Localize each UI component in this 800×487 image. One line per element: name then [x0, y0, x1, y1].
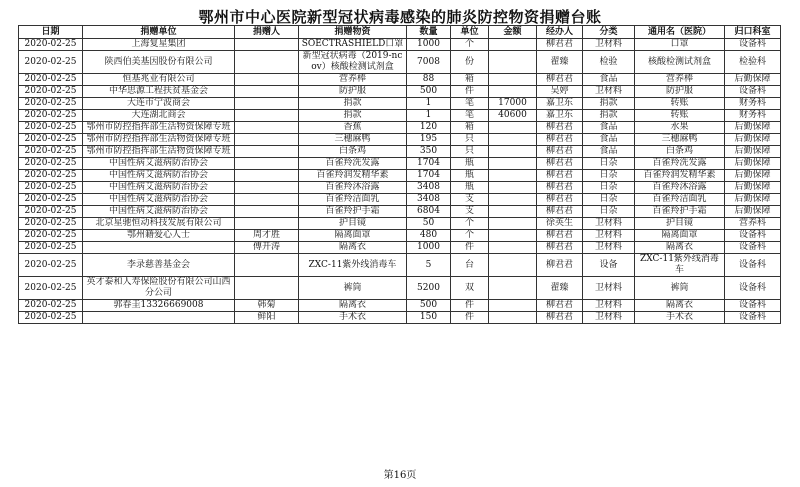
cell-unit: 台	[451, 254, 489, 277]
cell-dept: 设备科	[725, 254, 781, 277]
cell-qty: 1	[407, 98, 451, 110]
cell-amount	[489, 182, 537, 194]
cell-donor-org: 大连市宁波商会	[83, 98, 235, 110]
cell-qty: 50	[407, 218, 451, 230]
header-donor-org: 捐赠单位	[83, 26, 235, 39]
cell-handler: 柳君君	[537, 312, 583, 324]
cell-common-name: 转账	[635, 110, 725, 122]
header-item: 捐赠物资	[299, 26, 407, 39]
cell-common-name: ZXC-11紫外线消毒车	[635, 254, 725, 277]
cell-amount	[489, 206, 537, 218]
cell-item: 新型冠状病毒（2019-ncov）核酸检测试剂盒	[299, 51, 407, 74]
cell-unit: 件	[451, 300, 489, 312]
cell-amount	[489, 51, 537, 74]
cell-handler: 柳君君	[537, 230, 583, 242]
cell-donor-org	[83, 312, 235, 324]
cell-amount: 17000	[489, 98, 537, 110]
cell-unit: 双	[451, 277, 489, 300]
header-category: 分类	[583, 26, 635, 39]
cell-donor	[235, 194, 299, 206]
cell-category: 卫材料	[583, 312, 635, 324]
header-amount: 金额	[489, 26, 537, 39]
cell-item: SOECTRASHIELD口罩	[299, 39, 407, 51]
cell-category: 卫材料	[583, 86, 635, 98]
cell-amount	[489, 39, 537, 51]
header-handler: 经办人	[537, 26, 583, 39]
table-row	[19, 122, 781, 134]
cell-donor-org: 中华思源工程扶贫基金会	[83, 86, 235, 98]
table-row	[19, 206, 781, 218]
cell-dept: 营养科	[725, 218, 781, 230]
cell-donor-org: 鄂州市防控指挥部生活物资保障专班	[83, 122, 235, 134]
table-row	[19, 312, 781, 324]
cell-handler: 柳君君	[537, 134, 583, 146]
cell-item: 护目镜	[299, 218, 407, 230]
cell-handler: 柳君君	[537, 122, 583, 134]
cell-common-name: 手术衣	[635, 312, 725, 324]
cell-date: 2020-02-25	[19, 122, 83, 134]
cell-common-name: 百雀羚护手霜	[635, 206, 725, 218]
table-row	[19, 86, 781, 98]
cell-item: 百雀羚沐浴露	[299, 182, 407, 194]
cell-donor-org: 中国性病艾滋病防治协会	[83, 194, 235, 206]
cell-amount	[489, 146, 537, 158]
cell-dept: 后勤保障	[725, 74, 781, 86]
table-row	[19, 242, 781, 254]
cell-amount	[489, 300, 537, 312]
cell-donor	[235, 146, 299, 158]
cell-donor-org: 恒基兆业有限公司	[83, 74, 235, 86]
cell-date: 2020-02-25	[19, 158, 83, 170]
cell-item: 三穗麻鸭	[299, 134, 407, 146]
cell-qty: 88	[407, 74, 451, 86]
cell-date: 2020-02-25	[19, 312, 83, 324]
cell-date: 2020-02-25	[19, 98, 83, 110]
table-row	[19, 300, 781, 312]
cell-amount	[489, 254, 537, 277]
cell-donor-org: 郭春圭13326669008	[83, 300, 235, 312]
cell-amount	[489, 242, 537, 254]
cell-amount	[489, 194, 537, 206]
table-row	[19, 277, 781, 300]
cell-amount	[489, 170, 537, 182]
cell-dept: 后勤保障	[725, 146, 781, 158]
cell-qty: 1	[407, 110, 451, 122]
cell-date: 2020-02-25	[19, 242, 83, 254]
cell-common-name: 隔离衣	[635, 242, 725, 254]
cell-handler: 柳君君	[537, 182, 583, 194]
table-row	[19, 146, 781, 158]
cell-unit: 件	[451, 242, 489, 254]
donation-ledger-table	[18, 25, 781, 324]
cell-handler: 柳君君	[537, 39, 583, 51]
cell-common-name: 隔离面罩	[635, 230, 725, 242]
cell-amount	[489, 86, 537, 98]
cell-item: 裤筒	[299, 277, 407, 300]
cell-unit: 瓶	[451, 158, 489, 170]
cell-date: 2020-02-25	[19, 39, 83, 51]
cell-dept: 财务科	[725, 110, 781, 122]
table-header-row	[19, 26, 781, 39]
cell-item: 隔离衣	[299, 300, 407, 312]
cell-donor	[235, 86, 299, 98]
cell-amount	[489, 218, 537, 230]
cell-dept: 设备科	[725, 312, 781, 324]
cell-qty: 3408	[407, 182, 451, 194]
cell-common-name: 隔离衣	[635, 300, 725, 312]
cell-unit: 个	[451, 39, 489, 51]
cell-donor	[235, 51, 299, 74]
cell-unit: 只	[451, 146, 489, 158]
cell-donor	[235, 182, 299, 194]
cell-item: 手术衣	[299, 312, 407, 324]
cell-item: 捐款	[299, 98, 407, 110]
cell-unit: 件	[451, 312, 489, 324]
cell-date: 2020-02-25	[19, 86, 83, 98]
table-row	[19, 39, 781, 51]
cell-donor-org	[83, 242, 235, 254]
cell-date: 2020-02-25	[19, 206, 83, 218]
cell-dept: 后勤保障	[725, 182, 781, 194]
document-title: 鄂州市中心医院新型冠状病毒感染的肺炎防控物资捐赠台账	[198, 8, 602, 26]
cell-handler: 翟臻	[537, 51, 583, 74]
cell-handler: 柳君君	[537, 194, 583, 206]
cell-amount	[489, 277, 537, 300]
cell-unit: 笔	[451, 110, 489, 122]
cell-dept: 后勤保障	[725, 194, 781, 206]
table-row	[19, 74, 781, 86]
cell-unit: 瓶	[451, 182, 489, 194]
cell-category: 卫材料	[583, 277, 635, 300]
cell-date: 2020-02-25	[19, 194, 83, 206]
cell-item: 捐款	[299, 110, 407, 122]
cell-item: 百雀羚洁面乳	[299, 194, 407, 206]
cell-dept: 后勤保障	[725, 134, 781, 146]
cell-unit: 支	[451, 194, 489, 206]
cell-item: 营养棒	[299, 74, 407, 86]
cell-donor: 鲜阳	[235, 312, 299, 324]
cell-handler: 柳君君	[537, 242, 583, 254]
header-date: 日期	[19, 26, 83, 39]
cell-unit: 支	[451, 206, 489, 218]
cell-donor-org: 李录慈善基金会	[83, 254, 235, 277]
cell-item: ZXC-11紫外线消毒车	[299, 254, 407, 277]
cell-donor-org: 陕西伯美基因股份有限公司	[83, 51, 235, 74]
cell-donor-org: 中国性病艾滋病防治协会	[83, 158, 235, 170]
cell-handler: 柳君君	[537, 146, 583, 158]
table-body	[19, 39, 781, 324]
cell-unit: 件	[451, 86, 489, 98]
cell-amount	[489, 312, 537, 324]
cell-category: 日杂	[583, 206, 635, 218]
cell-dept: 后勤保障	[725, 170, 781, 182]
cell-date: 2020-02-25	[19, 218, 83, 230]
cell-common-name: 护目镜	[635, 218, 725, 230]
table-row	[19, 182, 781, 194]
cell-item: 防护服	[299, 86, 407, 98]
header-donor: 捐赠人	[235, 26, 299, 39]
cell-category: 卫材料	[583, 242, 635, 254]
cell-date: 2020-02-25	[19, 170, 83, 182]
cell-dept: 设备科	[725, 230, 781, 242]
cell-item: 百雀羚洗发露	[299, 158, 407, 170]
cell-common-name: 口罩	[635, 39, 725, 51]
cell-unit: 瓶	[451, 170, 489, 182]
cell-date: 2020-02-25	[19, 74, 83, 86]
cell-category: 食品	[583, 134, 635, 146]
cell-date: 2020-02-25	[19, 182, 83, 194]
cell-category: 食品	[583, 74, 635, 86]
cell-amount	[489, 122, 537, 134]
cell-date: 2020-02-25	[19, 230, 83, 242]
cell-qty: 1704	[407, 170, 451, 182]
cell-date: 2020-02-25	[19, 146, 83, 158]
cell-qty: 120	[407, 122, 451, 134]
cell-donor	[235, 254, 299, 277]
cell-unit: 份	[451, 51, 489, 74]
cell-dept: 财务科	[725, 98, 781, 110]
cell-common-name: 三穗麻鸭	[635, 134, 725, 146]
cell-category: 食品	[583, 122, 635, 134]
table-row	[19, 218, 781, 230]
cell-donor	[235, 158, 299, 170]
cell-qty: 1704	[407, 158, 451, 170]
cell-handler: 嘉卫东	[537, 98, 583, 110]
table-row	[19, 98, 781, 110]
header-qty: 数量	[407, 26, 451, 39]
cell-category: 捐款	[583, 98, 635, 110]
cell-unit: 笔	[451, 98, 489, 110]
cell-item: 隔离衣	[299, 242, 407, 254]
cell-unit: 箱	[451, 74, 489, 86]
cell-donor: 周才胜	[235, 230, 299, 242]
cell-donor: 傅开涛	[235, 242, 299, 254]
cell-category: 日杂	[583, 170, 635, 182]
cell-unit: 个	[451, 230, 489, 242]
table-row	[19, 110, 781, 122]
cell-category: 捐款	[583, 110, 635, 122]
cell-dept: 设备科	[725, 277, 781, 300]
cell-qty: 195	[407, 134, 451, 146]
cell-date: 2020-02-25	[19, 51, 83, 74]
cell-handler: 柳君君	[537, 300, 583, 312]
cell-date: 2020-02-25	[19, 254, 83, 277]
cell-handler: 翟臻	[537, 277, 583, 300]
cell-qty: 500	[407, 300, 451, 312]
cell-category: 卫材料	[583, 300, 635, 312]
cell-item: 隔离面罩	[299, 230, 407, 242]
cell-dept: 后勤保障	[725, 122, 781, 134]
cell-qty: 5200	[407, 277, 451, 300]
cell-common-name: 转账	[635, 98, 725, 110]
cell-handler: 柳君君	[537, 206, 583, 218]
cell-donor-org: 北京星驰恒动科技发展有限公司	[83, 218, 235, 230]
cell-donor	[235, 74, 299, 86]
cell-donor-org: 英才泰和人寿保险股份有限公司山西分公司	[83, 277, 235, 300]
cell-donor	[235, 98, 299, 110]
cell-amount	[489, 134, 537, 146]
cell-donor	[235, 39, 299, 51]
cell-qty: 1000	[407, 39, 451, 51]
cell-dept: 设备科	[725, 242, 781, 254]
table-row	[19, 134, 781, 146]
cell-donor-org: 中国性病艾滋病防治协会	[83, 182, 235, 194]
cell-category: 日杂	[583, 194, 635, 206]
cell-handler: 嘉卫东	[537, 110, 583, 122]
cell-unit: 个	[451, 218, 489, 230]
cell-handler: 柳君君	[537, 170, 583, 182]
cell-dept: 后勤保障	[725, 206, 781, 218]
cell-category: 卫材料	[583, 39, 635, 51]
cell-qty: 5	[407, 254, 451, 277]
cell-common-name: 水果	[635, 122, 725, 134]
cell-date: 2020-02-25	[19, 277, 83, 300]
cell-qty: 7008	[407, 51, 451, 74]
cell-common-name: 营养棒	[635, 74, 725, 86]
table-row	[19, 194, 781, 206]
cell-dept: 后勤保障	[725, 158, 781, 170]
cell-donor	[235, 206, 299, 218]
cell-donor-org: 中国性病艾滋病防治协会	[83, 170, 235, 182]
cell-donor	[235, 110, 299, 122]
cell-dept: 设备科	[725, 39, 781, 51]
cell-common-name: 裤筒	[635, 277, 725, 300]
cell-qty: 350	[407, 146, 451, 158]
cell-donor	[235, 122, 299, 134]
header-unit: 单位	[451, 26, 489, 39]
cell-category: 食品	[583, 146, 635, 158]
cell-amount	[489, 230, 537, 242]
header-dept: 归口科室	[725, 26, 781, 39]
cell-donor-org: 鄂州市防控指挥部生活物资保障专班	[83, 134, 235, 146]
cell-donor-org: 大连湖北商会	[83, 110, 235, 122]
cell-dept: 设备科	[725, 300, 781, 312]
cell-item: 香蕉	[299, 122, 407, 134]
cell-category: 检验	[583, 51, 635, 74]
cell-category: 日杂	[583, 182, 635, 194]
cell-date: 2020-02-25	[19, 300, 83, 312]
cell-handler: 吴婷	[537, 86, 583, 98]
cell-qty: 3408	[407, 194, 451, 206]
cell-dept: 设备科	[725, 86, 781, 98]
page-number: 第16页	[383, 470, 417, 481]
cell-handler: 徐英生	[537, 218, 583, 230]
cell-category: 卫材料	[583, 230, 635, 242]
cell-donor	[235, 170, 299, 182]
header-common-name: 通用名（医院）	[635, 26, 725, 39]
cell-donor	[235, 134, 299, 146]
table-row	[19, 170, 781, 182]
cell-donor-org: 中国性病艾滋病防治协会	[83, 206, 235, 218]
cell-category: 卫材料	[583, 218, 635, 230]
cell-common-name: 白条鸡	[635, 146, 725, 158]
cell-category: 日杂	[583, 158, 635, 170]
cell-donor-org: 上海复星集团	[83, 39, 235, 51]
cell-item: 白条鸡	[299, 146, 407, 158]
cell-unit: 箱	[451, 122, 489, 134]
cell-common-name: 防护服	[635, 86, 725, 98]
cell-dept: 检验科	[725, 51, 781, 74]
cell-common-name: 核酸检测试剂盒	[635, 51, 725, 74]
cell-donor-org: 鄂州籍爱心人士	[83, 230, 235, 242]
cell-unit: 只	[451, 134, 489, 146]
table-row	[19, 254, 781, 277]
table-row	[19, 51, 781, 74]
cell-donor	[235, 277, 299, 300]
cell-date: 2020-02-25	[19, 110, 83, 122]
cell-common-name: 百雀羚洗发露	[635, 158, 725, 170]
cell-donor	[235, 218, 299, 230]
cell-date: 2020-02-25	[19, 134, 83, 146]
cell-qty: 150	[407, 312, 451, 324]
cell-handler: 柳君君	[537, 254, 583, 277]
cell-amount: 40600	[489, 110, 537, 122]
cell-amount	[489, 158, 537, 170]
cell-item: 百雀羚润发精华素	[299, 170, 407, 182]
cell-common-name: 百雀羚洁面乳	[635, 194, 725, 206]
cell-donor-org: 鄂州市防控指挥部生活物资保障专班	[83, 146, 235, 158]
cell-donor: 韩菊	[235, 300, 299, 312]
cell-common-name: 百雀羚沐浴露	[635, 182, 725, 194]
cell-category: 设备	[583, 254, 635, 277]
cell-qty: 6804	[407, 206, 451, 218]
table-row	[19, 230, 781, 242]
cell-item: 百雀羚护手霜	[299, 206, 407, 218]
cell-handler: 柳君君	[537, 74, 583, 86]
cell-qty: 480	[407, 230, 451, 242]
cell-common-name: 百雀羚润发精华素	[635, 170, 725, 182]
table-row	[19, 158, 781, 170]
cell-handler: 柳君君	[537, 158, 583, 170]
cell-qty: 1000	[407, 242, 451, 254]
cell-amount	[489, 74, 537, 86]
cell-qty: 500	[407, 86, 451, 98]
